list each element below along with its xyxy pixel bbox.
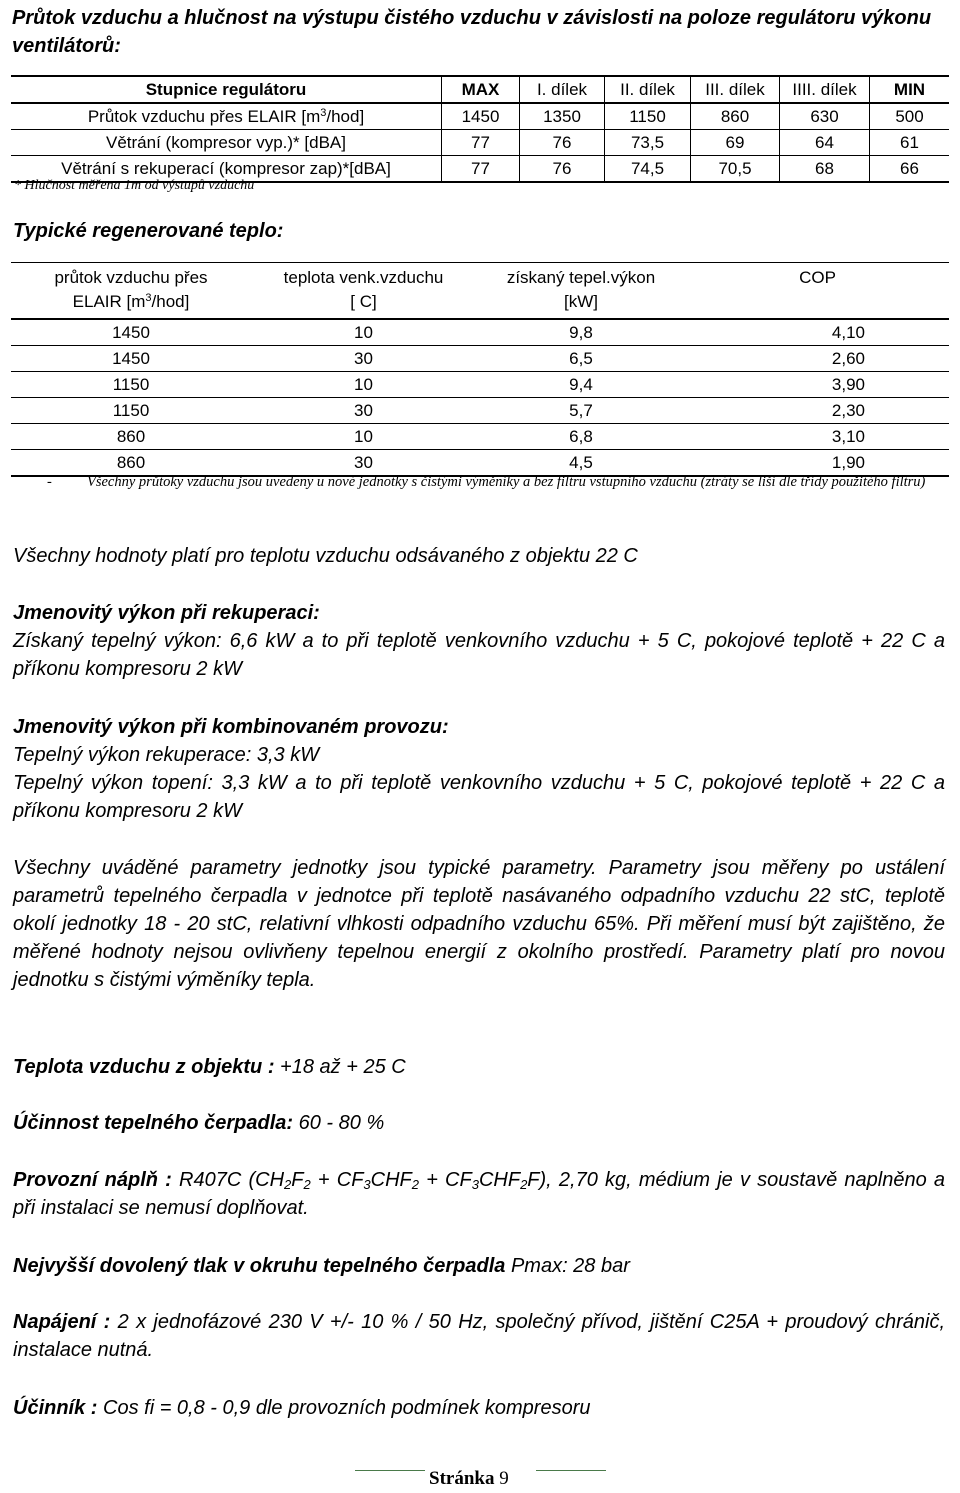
table-header-cell — [11, 263, 251, 320]
footer-label: Stránka — [429, 1468, 495, 1489]
row-label: Větrání (kompresor vyp.)* [dBA] — [11, 130, 442, 156]
table-cell: 3,10 — [686, 424, 949, 450]
table-cell: 630 — [780, 103, 870, 130]
table-cell: 9,4 — [476, 372, 686, 398]
section-heading: Jmenovitý výkon při kombinovaném provozu: — [13, 716, 449, 738]
table-cell: 1450 — [11, 346, 251, 372]
table-cell: 1,90 — [686, 450, 949, 477]
noise-footnote: * Hlučnost měřena 1m od výstupů vzduchu — [14, 178, 255, 193]
air-temp-line — [13, 1053, 945, 1081]
table-cell: 66 — [870, 156, 950, 183]
fill-text: CHF — [370, 1169, 412, 1191]
table-header-cell: IIII. dílek — [780, 76, 870, 103]
subscript: 2 — [303, 1177, 311, 1192]
footer-rule-left — [355, 1470, 425, 1471]
typical-params-paragraph: Všechny uváděné parametry jednotky jsou typické parametry. Parametry jsou měřeny po ustálení parametrů tepelného čerpadla v jednotce při teplotě nasávaného odpadního vzduchu 22 stC, teplotě okolí jednotky 18 - 20 stC, relativní vlhkosti odpadního vzduchu 65%. Při měření musí být zajištěno, že měřené hodnoty nejsou ovlivňeny tepelnou energií z okolního prostředí. Parametry platí pro novou jednotku s čistými výměníky tepla. — [13, 857, 945, 991]
table-header-cell: COP — [686, 263, 949, 320]
table-row — [11, 424, 949, 450]
power-factor-line — [13, 1394, 945, 1422]
header-line: teplota venk.vzduchu — [283, 268, 444, 287]
table-cell: 68 — [780, 156, 870, 183]
section-text: Získaný tepelný výkon: 6,6 kW a to při teplotě venkovního vzduchu + 5 C, pokojové teplotě + 22 C a příkonu kompresoru 2 kW — [13, 630, 945, 680]
row-label: Větrání s rekuperací (kompresor zap)*[dBA] — [11, 156, 442, 183]
table-cell: 3,90 — [686, 372, 949, 398]
table-cell: 30 — [251, 450, 476, 477]
header-text: ELAIR [m — [72, 292, 146, 311]
field-value: 2 x jednofázové 230 V +/- 10 % / 50 Hz, společný přívod, jištění C25A + proudový chránič, instalace nutná. — [13, 1311, 945, 1361]
efficiency-line — [13, 1109, 945, 1137]
table-header-cell: II. dílek — [605, 76, 691, 103]
table-cell: 500 — [870, 103, 950, 130]
row-label-text: /hod] — [326, 106, 365, 126]
row-label-text: Průtok vzduchu přes ELAIR [m — [87, 106, 321, 126]
subscript: 2 — [284, 1177, 292, 1192]
table-cell: 76 — [520, 130, 605, 156]
table-cell: 1450 — [442, 103, 520, 130]
table-cell: 1150 — [605, 103, 691, 130]
table-cell: 2,60 — [686, 346, 949, 372]
refrigerant-fill — [13, 1166, 945, 1222]
power-supply — [13, 1308, 945, 1364]
table-cell: 77 — [442, 156, 520, 183]
table-header-row — [11, 76, 949, 103]
header-line: [kW] — [564, 292, 598, 311]
subscript: 3 — [471, 1177, 479, 1192]
superscript: 3 — [145, 292, 152, 304]
table-cell: 5,7 — [476, 398, 686, 424]
table-cell: 860 — [691, 103, 780, 130]
fill-text: F — [291, 1169, 304, 1191]
table-cell: 9,8 — [476, 319, 686, 346]
page-title: Průtok vzduchu a hlučnost na výstupu čistého vzduchu v závislosti na poloze regulátoru výkonu ventilátorů: — [12, 7, 932, 57]
subscript: 2 — [520, 1177, 528, 1192]
table-cell: 10 — [251, 424, 476, 450]
section-subtitle: Typické regenerované teplo: — [13, 220, 284, 242]
fill-text: + CF — [310, 1169, 364, 1191]
subscript: 3 — [363, 1177, 371, 1192]
table-cell: 1150 — [11, 372, 251, 398]
table-cell: 10 — [251, 319, 476, 346]
table-row — [11, 398, 949, 424]
fan-regulator-table — [11, 75, 949, 183]
rated-combined-section — [13, 713, 945, 825]
table-cell: 73,5 — [605, 130, 691, 156]
table-cell: 77 — [442, 130, 520, 156]
list-dash: - — [47, 474, 52, 490]
fill-text: + CF — [419, 1169, 472, 1191]
table-header-cell: MIN — [870, 76, 950, 103]
table-cell: 70,5 — [691, 156, 780, 183]
table-cell: 1350 — [520, 103, 605, 130]
field-label: Nejvyšší dovolený tlak v okruhu tepelného čerpadla — [13, 1255, 506, 1277]
section-heading: Jmenovitý výkon při rekuperaci: — [13, 602, 320, 624]
table-cell: 10 — [251, 372, 476, 398]
table-cell: 1450 — [11, 319, 251, 346]
table-header-cell: I. dílek — [520, 76, 605, 103]
header-line — [11, 290, 251, 314]
superscript: 3 — [320, 106, 327, 119]
field-label: Napájení : — [13, 1311, 111, 1333]
page-number: 9 — [499, 1468, 509, 1489]
footer-rule-right — [536, 1470, 606, 1471]
section-text: Tepelný výkon rekuperace: 3,3 kW — [13, 744, 320, 766]
fill-text: R407C (CH — [171, 1169, 285, 1191]
table-cell: 4,5 — [476, 450, 686, 477]
header-text: /hod] — [151, 292, 190, 311]
table-row — [11, 372, 949, 398]
max-pressure-line — [13, 1252, 945, 1280]
table-row — [11, 346, 949, 372]
table-cell: 2,30 — [686, 398, 949, 424]
heat-recovery-table — [11, 262, 949, 477]
table-header-row — [11, 263, 949, 320]
table-header-cell: MAX — [442, 76, 520, 103]
field-value: Pmax: 28 bar — [505, 1255, 630, 1277]
header-line: průtok vzduchu přes — [54, 268, 208, 287]
table-cell: 860 — [11, 424, 251, 450]
all-values-note: Všechny hodnoty platí pro teplotu vzduchu odsávaného z objektu 22 C — [13, 545, 638, 567]
table-row — [11, 319, 949, 346]
table-row — [11, 130, 949, 156]
page-footer — [429, 1468, 509, 1490]
row-label — [11, 103, 442, 130]
header-line: [ C] — [350, 292, 377, 311]
rated-recovery-section — [13, 599, 945, 683]
field-value: Cos fi = 0,8 - 0,9 dle provozních podmínek kompresoru — [97, 1397, 591, 1419]
field-label: Účinník : — [13, 1397, 98, 1419]
table-cell: 6,5 — [476, 346, 686, 372]
table-cell: 1150 — [11, 398, 251, 424]
header-line: získaný tepel.výkon — [506, 268, 656, 287]
table-cell: 76 — [520, 156, 605, 183]
table-cell: 6,8 — [476, 424, 686, 450]
table-cell: 860 — [11, 450, 251, 477]
subscript: 2 — [411, 1177, 419, 1192]
table-header-cell — [251, 263, 476, 320]
table-cell: 74,5 — [605, 156, 691, 183]
table-cell: 30 — [251, 398, 476, 424]
field-label: Účinnost tepelného čerpadla: — [13, 1112, 294, 1134]
table-header-cell: III. dílek — [691, 76, 780, 103]
airflow-footnote-text: Všechny průtoky vzduchu jsou uvedeny u nové jednotky s čistými výměníky a bez filtru vstupního vzduchu (ztráty se liší dle třídy použitého filtru) — [87, 474, 926, 490]
table-cell: 30 — [251, 346, 476, 372]
table-header-cell — [476, 263, 686, 320]
field-label: Teplota vzduchu z objektu : — [13, 1056, 275, 1078]
field-label: Provozní náplň : — [13, 1169, 172, 1191]
field-value: 60 - 80 % — [293, 1112, 385, 1134]
fill-text: CHF — [478, 1169, 521, 1191]
table-header-cell: Stupnice regulátoru — [11, 76, 442, 103]
table-cell: 61 — [870, 130, 950, 156]
table-cell: 69 — [691, 130, 780, 156]
fill-text: F), 2,70 kg, médium je v soustavě naplněno a při instalaci se nemusí doplňovat. — [13, 1169, 946, 1219]
table-row — [11, 103, 949, 130]
table-cell: 64 — [780, 130, 870, 156]
field-value: +18 až + 25 C — [274, 1056, 406, 1078]
section-text: Tepelný výkon topení: 3,3 kW a to při teplotě venkovního vzduchu + 5 C, pokojové teplotě + 22 C a příkonu kompresoru 2 kW — [13, 772, 945, 822]
table-cell: 4,10 — [686, 319, 949, 346]
